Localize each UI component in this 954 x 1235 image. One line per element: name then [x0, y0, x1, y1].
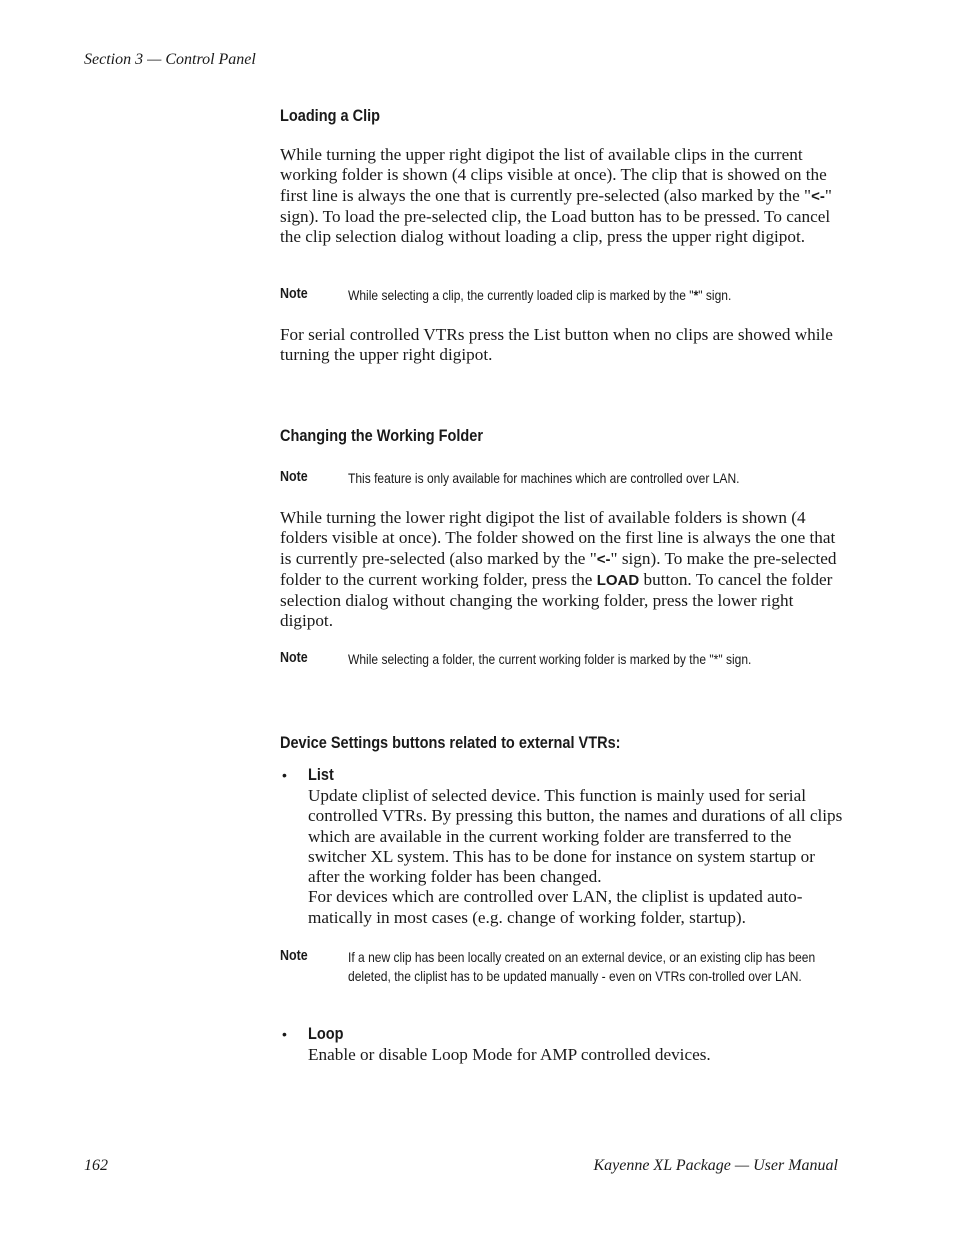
list-item-paragraph: Update cliplist of selected device. This function is mainly used for serial controlled VTRs. By pressing this button, the names and durations of all clips which are available in the current working folder are transferred to the switcher XL system. This has to be done for instance on system startup or after the working folder has been changed.: [308, 786, 843, 887]
note-text: [348, 286, 830, 305]
heading-loading-a-clip: Loading a Clip: [280, 107, 381, 125]
list-item-title: List: [308, 766, 334, 784]
load-button-label: LOAD: [596, 571, 640, 589]
note-label: Note: [280, 948, 308, 964]
paragraph-text: button. To cancel the folder selection dialog without changing the working folder, press the lower right digipot.: [280, 569, 833, 631]
heading-changing-working-folder: Changing the Working Folder: [280, 427, 484, 445]
list-item-body: [308, 786, 844, 928]
loading-clip-paragraph: [280, 145, 842, 247]
arrow-symbol: <-: [596, 550, 611, 568]
paragraph-text: " sign). To load the pre-selected clip, the Load button has to be pressed. To cancel the clip selection dialog without loading a clip, press the upper right digipot.: [280, 185, 832, 247]
running-header: Section 3 — Control Panel: [84, 51, 256, 68]
serial-vtr-paragraph: For serial controlled VTRs press the List button when no clips are showed while turning the upper right digipot.: [280, 325, 833, 365]
note-text-part: While selecting a clip, the currently loaded clip is marked by the ": [348, 287, 694, 303]
page-number: 162: [84, 1157, 108, 1174]
bullet: •: [282, 1026, 287, 1042]
paragraph-text: While turning the lower right digipot the list of available folders is shown (4 folders visible at once). The folder showed on the first line is always the one that is currently pre-selected (also marked by the ": [280, 508, 836, 568]
asterisk-symbol: *: [693, 287, 699, 303]
bullet: •: [282, 767, 287, 783]
paragraph-text: " sign). To make the pre-selected folder to the current working folder, press the: [280, 548, 837, 589]
list-item-paragraph: Enable or disable Loop Mode for AMP controlled devices.: [308, 1045, 711, 1064]
list-item-body: [308, 1045, 844, 1065]
note-text: This feature is only available for machines which are controlled over LAN.: [348, 470, 740, 486]
note-text: While selecting a folder, the current working folder is marked by the "*" sign.: [348, 651, 752, 667]
heading-device-settings: Device Settings buttons related to external VTRs:: [280, 734, 621, 752]
note-label: Note: [280, 286, 308, 302]
note-label: Note: [280, 469, 308, 485]
note-label: Note: [280, 650, 308, 666]
arrow-symbol: <-: [811, 187, 825, 205]
paragraph-text: While turning the upper right digipot the list of available clips in the current working folder is shown (4 clips visible at once). The clip that is showed on the first line is always the one that is currently pre-selected (also marked by the ": [280, 145, 827, 205]
list-item-paragraph: For devices which are controlled over LAN, the cliplist is updated auto-matically in most cases (e.g. change of working folder, startup).: [308, 887, 803, 927]
list-item-title: Loop: [308, 1025, 344, 1043]
manual-title: Kayenne XL Package — User Manual: [593, 1157, 838, 1174]
note-text-part: " sign.: [698, 287, 732, 303]
changing-folder-paragraph: [280, 508, 842, 632]
note-text: If a new clip has been locally created on an external device, or an existing clip has been deleted, the cliplist has to be updated manually - even on VTRs con-trolled over LAN.: [348, 949, 816, 984]
